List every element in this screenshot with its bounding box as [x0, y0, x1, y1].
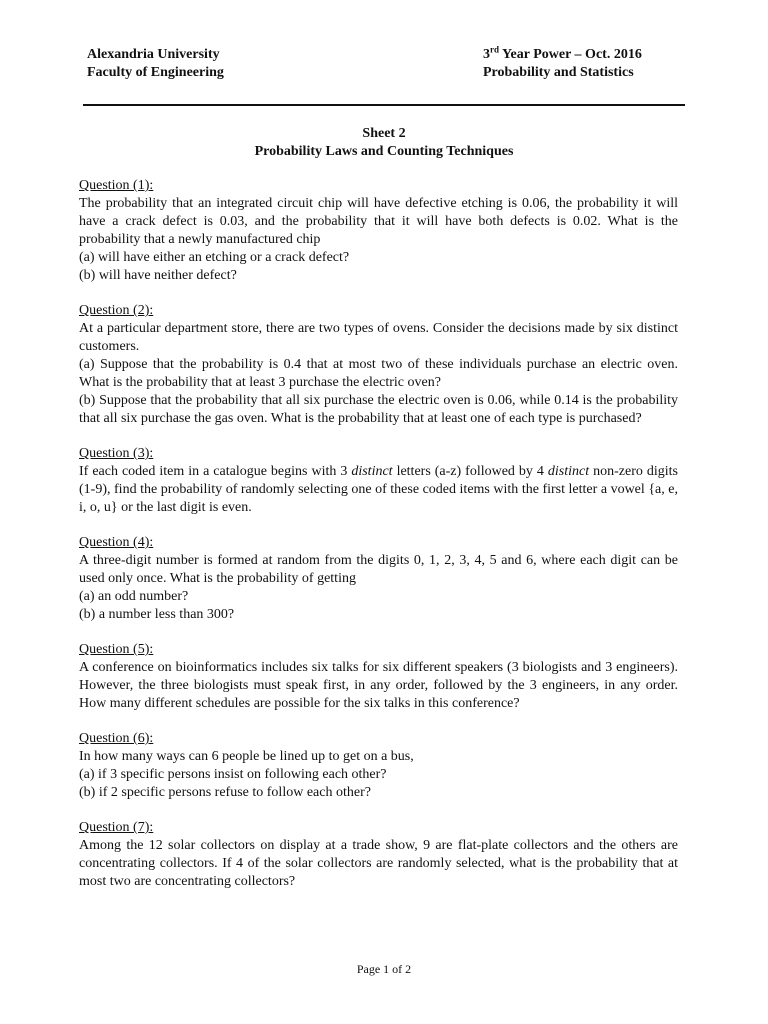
header-left: [87, 46, 224, 82]
question-heading: Question (1):: [79, 178, 154, 193]
sheet-title: Sheet 2: [362, 126, 406, 141]
year-line: [483, 46, 642, 64]
question-part-b: (b) if 2 specific persons refuse to follow each other?: [79, 785, 371, 800]
question-heading: Question (4):: [79, 535, 154, 550]
question-text: A conference on bioinformatics includes six talks for six different speakers (3 biologists and 3 engineers). However, the three biologists must speak first, in any order, followed by the 3 engineers, in any order. How many different schedules are possible for the six talks in this conference?: [79, 660, 678, 711]
question-4: [79, 534, 678, 624]
question-3: [79, 445, 678, 517]
year-ordinal: 3: [483, 47, 490, 62]
title-block: [83, 125, 685, 161]
questions-list: [79, 177, 678, 908]
question-text: The probability that an integrated circuit chip will have defective etching is 0.06, the probability it will have a crack defect is 0.03, and the probability that it will have both defects is 0.02. What is the probability that a newly manufactured chip: [79, 196, 678, 247]
question-heading: Question (5):: [79, 642, 154, 657]
year-suffix: rd: [490, 44, 499, 55]
question-part-b: (b) Suppose that the probability that all six purchase the electric oven is 0.06, while 0.14 is the probability that all six purchase the gas oven. What is the probability that at least one of each type is purchased?: [79, 393, 678, 426]
question-text: A three-digit number is formed at random from the digits 0, 1, 2, 3, 4, 5 and 6, where each digit can be used only once. What is the probability of getting: [79, 553, 678, 586]
question-part-b: (b) a number less than 300?: [79, 607, 235, 622]
q3-text-1: If each coded item in a catalogue begins with 3: [79, 464, 352, 479]
question-part-b: (b) will have neither defect?: [79, 268, 237, 283]
q3-italic-distinct-1: distinct: [351, 464, 393, 479]
header-right: [483, 46, 642, 82]
university-name: Alexandria University: [87, 47, 220, 62]
question-part-a: (a) an odd number?: [79, 589, 189, 604]
q3-text-3: non-zero digits (1-9), find the probability of randomly selecting one of these coded items with the first letter a vowel {a, e, i, o, u} or the last digit is even.: [79, 464, 678, 515]
question-1: [79, 177, 678, 285]
course-name: Probability and Statistics: [483, 65, 634, 80]
question-heading: Question (3):: [79, 446, 154, 461]
question-heading: Question (6):: [79, 731, 154, 746]
question-text: [79, 463, 678, 517]
question-text: At a particular department store, there are two types of ovens. Consider the decisions made by six distinct customers.: [79, 321, 678, 354]
question-part-a: (a) will have either an etching or a crack defect?: [79, 250, 350, 265]
question-6: [79, 730, 678, 802]
question-5: [79, 641, 678, 713]
question-7: [79, 819, 678, 891]
q3-italic-distinct-2: distinct: [547, 464, 590, 479]
question-2: [79, 302, 678, 428]
header-divider: [83, 104, 685, 106]
question-text: Among the 12 solar collectors on display at a trade show, 9 are flat-plate collectors and the others are concentrating collectors. If 4 of the solar collectors are randomly selected, what is the probability that at most two are concentrating collectors?: [79, 838, 678, 889]
faculty-name: Faculty of Engineering: [87, 65, 224, 80]
question-part-a: (a) if 3 specific persons insist on following each other?: [79, 767, 387, 782]
question-heading: Question (7):: [79, 820, 154, 835]
question-heading: Question (2):: [79, 303, 154, 318]
page-number: Page 1 of 2: [356, 962, 412, 976]
q3-text-2: letters (a-z) followed by 4: [392, 464, 548, 479]
question-text: In how many ways can 6 people be lined up to get on a bus,: [79, 749, 414, 764]
year-rest: Year Power – Oct. 2016: [499, 47, 642, 62]
question-part-a: (a) Suppose that the probability is 0.4 that at most two of these individuals purchase an electric oven. What is the probability that at least 3 purchase the electric oven?: [79, 357, 678, 390]
sheet-subtitle: Probability Laws and Counting Techniques: [254, 144, 514, 159]
